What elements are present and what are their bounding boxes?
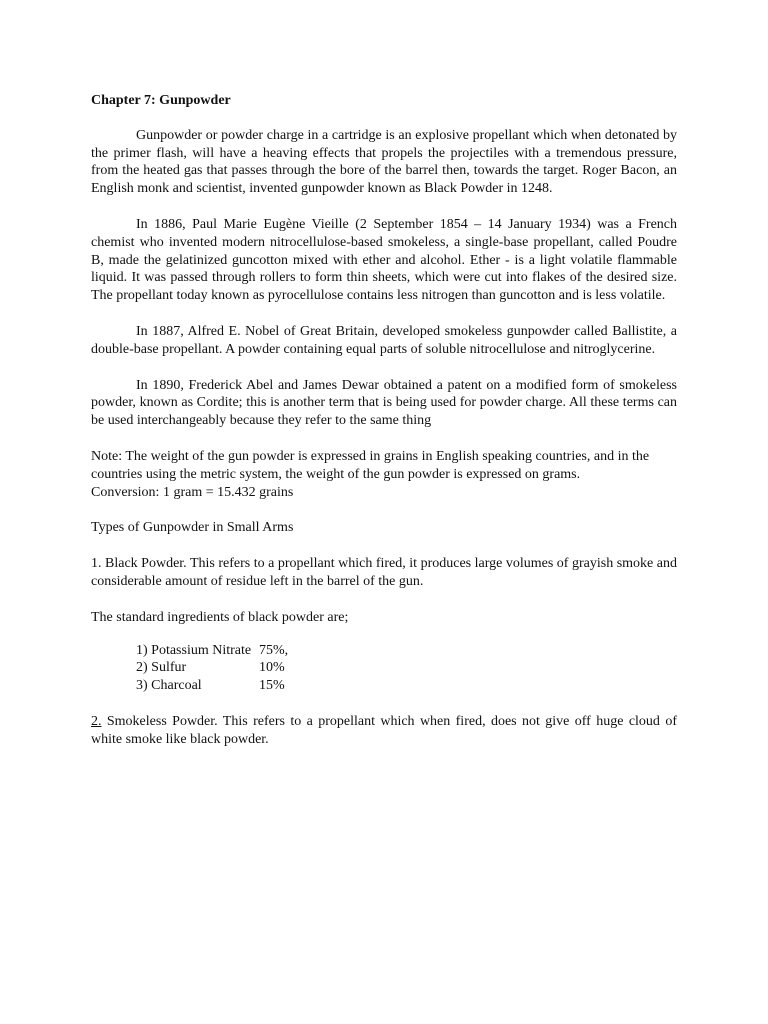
ingredient-name: 1) Potassium Nitrate [136,642,252,658]
chapter-title: Chapter 7: Gunpowder [91,93,231,108]
paragraph-abel: In 1890, Frederick Abel and James Dewar obtained a patent on a modified form of smokeless powder, known as Cordite; this is another term that is being used for powder charge. All these terms can be used interchangeably because they refer to the same thing [91,377,677,429]
types-heading: Types of Gunpowder in Small Arms [91,520,294,536]
note-text: Note: The weight of the gun powder is expressed in grains in English speaking countries, and in the countries using the metric system, the weight of the gun powder is expressed on grams. [91,448,650,482]
smokeless-text: Smokeless Powder. This refers to a propellant which when fired, does not give off huge cloud of white smoke like black powder. [91,713,677,747]
paragraph-black-powder: 1. Black Powder. This refers to a propellant which fired, it produces large volumes of grayish smoke and considerable amount of residue left in the barrel of the gun. [91,556,677,589]
smokeless-number: 2. [91,713,102,729]
paragraph-smokeless-powder [91,713,677,749]
ingredient-percent: 15% [259,678,285,694]
ingredients-list [136,642,677,695]
ingredient-name: 3) Charcoal [136,678,202,694]
list-item [136,642,677,660]
ingredient-percent: 10% [259,660,285,676]
ingredients-intro: The standard ingredients of black powder are; [91,609,349,625]
paragraph-nobel: In 1887, Alfred E. Nobel of Great Britain, developed smokeless gunpowder called Ballistite, a double-base propellant. A powder containing equal parts of soluble nitrocellulose and nitroglycerine. [91,323,677,357]
paragraph-intro: Gunpowder or powder charge in a cartridge is an explosive propellant which when detonated by the primer flash, will have a heaving effects that propels the projectiles with a tremendous pressure, from the heated gas that passes through the bore of the barrel then, towards the target. Roger Bacon, an English monk and scientist, invented gunpowder known as Black Powder in 1248. [91,127,677,197]
list-item [136,677,677,695]
ingredient-name: 2) Sulfur [136,660,187,676]
document-page [91,92,677,767]
conversion-text: Conversion: 1 gram = 15.432 grains [91,484,294,500]
note-block [91,448,677,501]
paragraph-vieille: In 1886, Paul Marie Eugène Vieille (2 September 1854 – 14 January 1934) was a French chemist who invented modern nitrocellulose-based smokeless, a single-base propellant, called Poudre B, made the gelatinized guncotton mixed with ether and alcohol. Ether - is a light volatile flammable liquid. It was passed through rollers to form thin sheets, which were cut into flakes of the desired size. The propellant today known as pyrocellulose contains less nitrogen than guncotton and is less volatile. [91,216,677,304]
ingredient-percent: 75%, [259,642,289,658]
list-item [136,659,677,677]
